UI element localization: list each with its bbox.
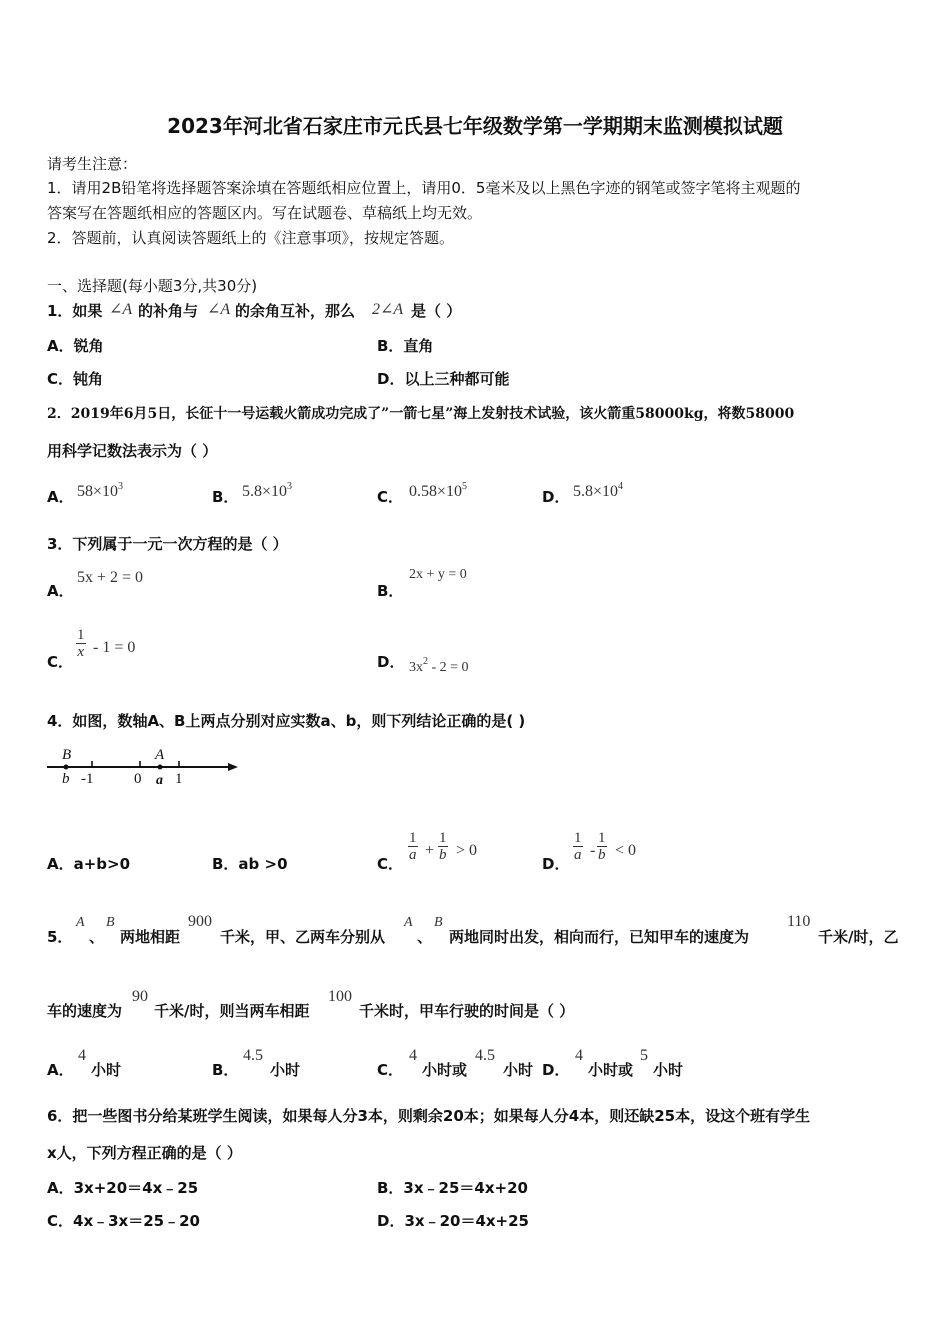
q5-text-5: 千米/时，乙 [818,928,899,946]
q4-option-d-label[interactable]: D． [542,855,570,873]
q5-option-a-label[interactable]: A． [47,1061,74,1079]
notice-line2: 2．答题前，认真阅读答题纸上的《注意事项》，按规定答题。 [47,229,455,247]
q6-option-d[interactable]: D．3x﹣20＝4x+25 [377,1212,529,1230]
q5-option-d-math-1: 4 [575,1047,583,1064]
q2-stem-line1: 2．2019年6月5日，长征十一号运载火箭成功完成了”一箭七星”海上发射技术试验，该火箭重58000kg，将数58000 [47,406,795,422]
q3-c-numerator: 1 [77,627,85,643]
q1-option-a[interactable]: A．锐角 [47,337,104,355]
q1-text-2: 的补角与 [138,302,199,320]
q5-math-A: A [76,915,85,930]
q5-option-b-text: 小时 [270,1061,301,1079]
q3-option-d-label[interactable]: D． [377,653,405,671]
q4-option-b[interactable]: B．ab >0 [212,855,288,873]
q6-stem-line2: x人，下列方程正确的是（ ） [47,1144,242,1162]
q5-option-c-label[interactable]: C． [377,1061,404,1079]
q5-option-c-math-1: 4 [409,1047,417,1064]
q5-option-d-text-1: 小时或 [588,1061,634,1079]
q3-option-c-rest: - 1 = 0 [93,639,136,656]
q5-math-B: B [106,915,115,930]
q1-option-b[interactable]: B．直角 [377,337,434,355]
q1-text-3: 的余角互补，那么 [235,302,356,320]
notice-line1a: 1．请用2B铅笔将选择题答案涂填在答题纸相应位置上，请用0．5毫米及以上黑色字迹的钢笔或签字笔将主观题的 [47,179,801,197]
q3-option-a-label[interactable]: A． [47,582,74,600]
q3-c-denominator: x [77,644,85,660]
q2-option-c-math: $0.58\times 10^5$ [409,481,468,500]
axis-tick-minus-1: -1 [81,771,94,787]
q2-option-d-label[interactable]: D． [542,488,570,506]
q3-option-c-fraction [76,627,86,660]
q6-option-b[interactable]: B．3x﹣25＝4x+20 [377,1179,528,1197]
q4-c-num-1: 1 [409,830,417,846]
q4-c-den-1: a [409,847,417,863]
notice-heading: 请考生注意： [47,155,138,173]
q5-math-900: 900 [188,913,212,930]
q5-sep-2: 、 [417,928,433,946]
q5-math-100: 100 [328,988,352,1005]
q5-line2-text-2: 千米/时，则当两车相距 [154,1002,310,1020]
q6-stem-line1: 6．把一些图书分给某班学生阅读，如果每人分3本，则剩余20本；如果每人分4本，则还缺25本，设这个班有学生 [47,1107,811,1125]
q5-option-c-text-2: 小时 [503,1061,534,1079]
q4-c-den-2: b [439,847,447,863]
q5-sep-1: 、 [89,928,105,946]
q4-c-num-2: 1 [439,830,447,846]
q5-math-B-2: B [434,915,443,930]
q4-d-num-2: 1 [598,830,606,846]
q4-c-fraction-1 [408,830,418,863]
q1-text-4: 是（ ） [411,302,462,320]
q5-option-d-label[interactable]: D． [542,1061,570,1079]
q5-text-2: 两地相距 [120,928,181,946]
q2-option-b-label[interactable]: B． [212,488,239,506]
q5-text-4: 两地同时出发，相向而行，已知甲车的速度为 [449,928,750,946]
q6-option-a[interactable]: A．3x+20＝4x﹣25 [47,1179,199,1197]
q5-text-3: 千米，甲、乙两车分别从 [220,928,386,946]
notice-line1b: 答案写在答题纸相应的答题区内。写在试题卷、草稿纸上均无效。 [47,204,483,222]
q1-option-d[interactable]: D．以上三种都可能 [377,370,510,388]
q6-option-c[interactable]: C．4x﹣3x＝25﹣20 [47,1212,200,1230]
q4-d-fraction-1 [573,830,583,863]
q5-line2-text-1: 车的速度为 [47,1002,123,1020]
q4-c-operator: + [425,842,435,859]
q3-option-c-label[interactable]: C． [47,653,74,671]
axis-label-A: A [155,747,165,763]
q1-text-1: 1．如果 [47,302,103,320]
axis-label-B: B [62,747,72,763]
q4-d-num-1: 1 [574,830,582,846]
q2-option-d-math: $5.8\times 10^4$ [573,481,624,500]
q5-option-a-text: 小时 [91,1061,122,1079]
q4-d-operator: - [590,842,596,859]
q5-math-90: 90 [132,988,148,1005]
q4-d-relation: < 0 [615,842,637,859]
q5-text-1: 5． [47,928,73,946]
q5-option-d-math-2: 5 [640,1047,648,1064]
q3-option-b-label[interactable]: B． [377,582,404,600]
q4-c-relation: > 0 [456,842,478,859]
q5-line2-text-3: 千米时，甲车行驶的时间是（ ） [359,1002,575,1020]
number-line-figure [44,744,244,790]
q3-option-d-math: $3x^2 - 2 = 0$ [409,656,469,675]
q1-option-c[interactable]: C．钝角 [47,370,104,388]
q1-math-angle-a-2: ∠A [207,301,231,318]
page-title: 2023年河北省石家庄市元氏县七年级数学第一学期期末监测模拟试题 [167,114,783,138]
q5-option-b-label[interactable]: B． [212,1061,239,1079]
q4-stem: 4．如图，数轴A、B上两点分别对应实数a、b，则下列结论正确的是( ) [47,712,526,730]
axis-label-a: a [156,773,163,788]
q2-option-a-math: $58\times 10^3$ [77,481,124,500]
q2-stem-line2: 用科学记数法表示为（ ） [47,442,218,460]
q2-option-b-math: $5.8\times 10^3$ [242,481,293,500]
axis-tick-1: 1 [175,771,183,787]
q2-option-c-label[interactable]: C． [377,488,404,506]
q3-stem: 3．下列属于一元一次方程的是（ ） [47,535,288,553]
q5-option-d-text-2: 小时 [653,1061,684,1079]
q2-option-a-label[interactable]: A． [47,488,74,506]
q5-option-a-math: 4 [78,1047,86,1064]
q5-math-110: 110 [787,913,811,930]
q4-d-den-2: b [598,847,606,863]
q5-option-c-text-1: 小时或 [422,1061,468,1079]
q3-option-a-math: 5x + 2 = 0 [77,569,144,586]
q5-option-c-math-2: 4.5 [475,1047,495,1064]
axis-tick-0: 0 [134,771,142,787]
q1-math-2-angle-a: 2∠A [372,301,404,318]
q4-d-fraction-2 [597,830,607,863]
q4-c-fraction-2 [438,830,448,863]
q4-d-den-1: a [574,847,582,863]
q5-option-b-math: 4.5 [243,1047,263,1064]
axis-label-b: b [62,771,70,787]
q4-option-a[interactable]: A．a+b>0 [47,855,131,873]
section-heading: 一、选择题(每小题3分,共30分) [47,277,258,295]
q5-math-A-2: A [404,915,413,930]
q1-math-angle-a: ∠A [109,301,133,318]
q3-option-b-math: 2x + y = 0 [409,567,467,582]
q4-option-c-label[interactable]: C． [377,855,404,873]
